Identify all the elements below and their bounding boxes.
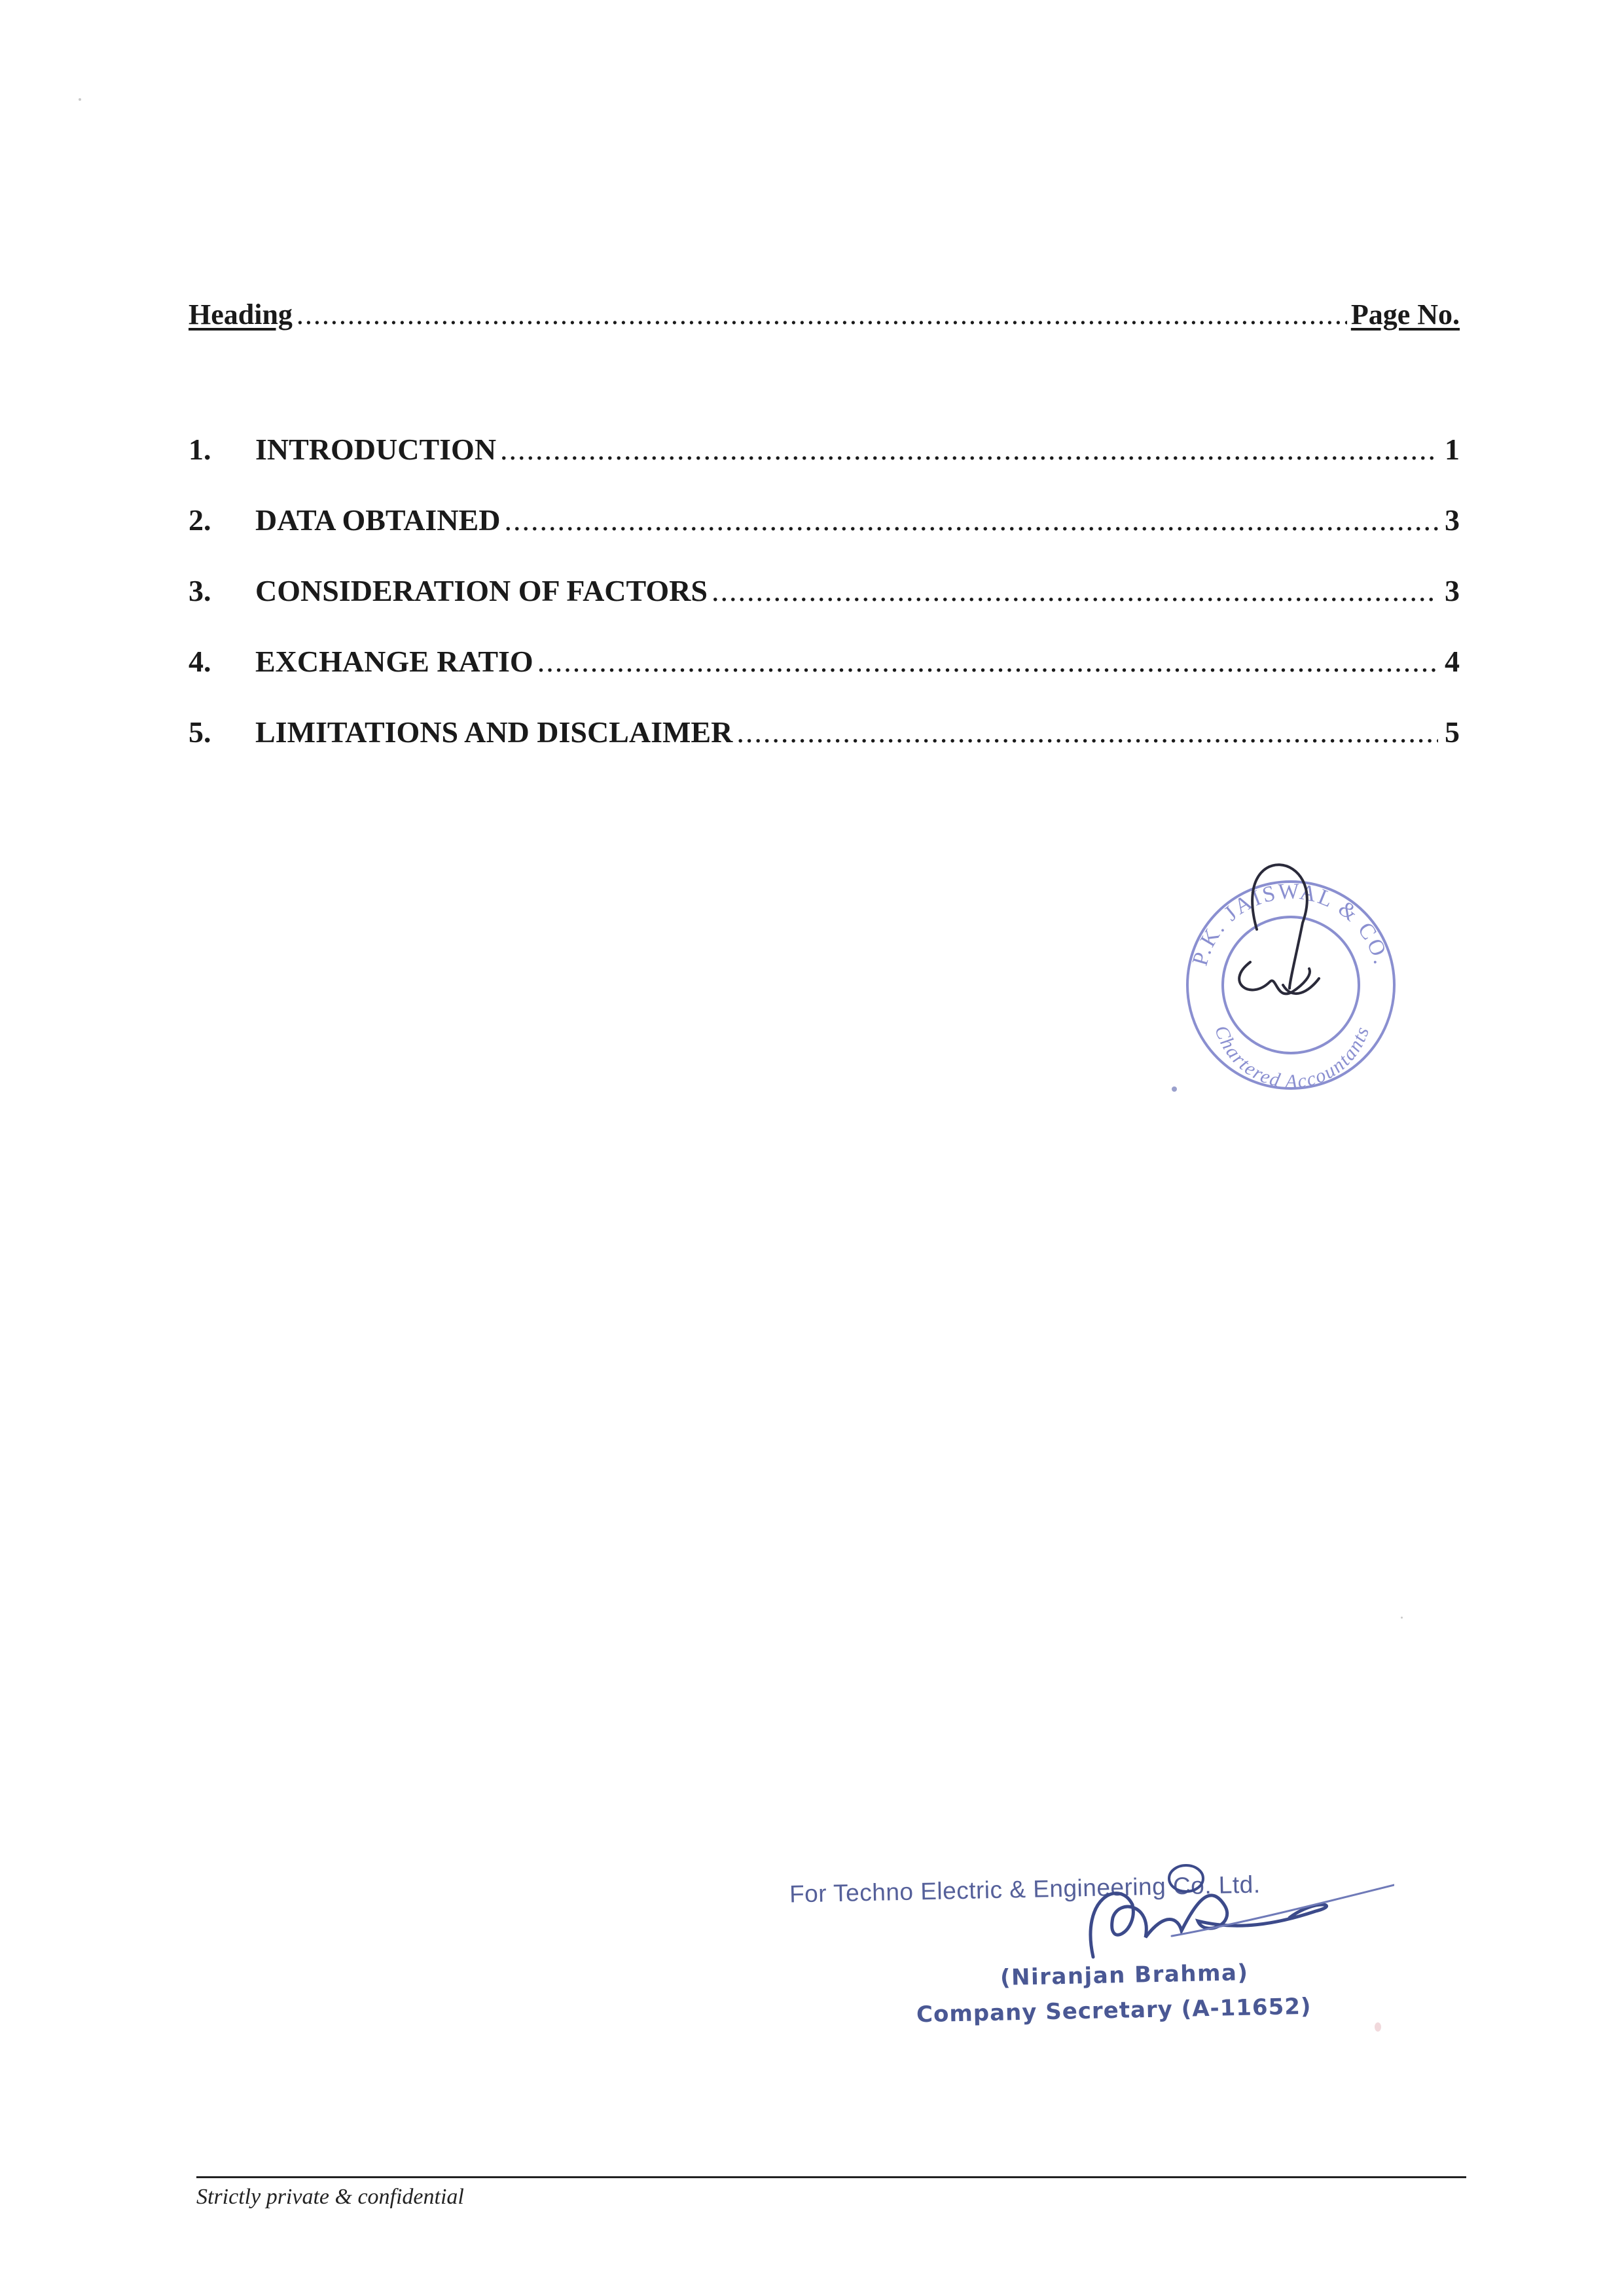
signatory-name: (Niranjan Brahma) [1000, 1960, 1249, 1991]
toc-leader-dots [504, 503, 1438, 537]
toc-list [189, 432, 1460, 785]
stamp-ring-bottom-text: Chartered Accountants [1210, 1022, 1374, 1093]
footer-confidential: Strictly private & confidential [196, 2185, 464, 2209]
svg-text:Chartered Accountants [1210, 1023, 1374, 1092]
toc-leader-dots [736, 715, 1438, 749]
toc-entry-title: INTRODUCTION [255, 433, 497, 466]
toc-entry-number: 4. [189, 645, 211, 678]
signatory-designation: Company Secretary (A-11652) [916, 1993, 1312, 2028]
scan-speck [1172, 1086, 1177, 1092]
toc-leader-dots [712, 573, 1438, 608]
auditor-stamp [1178, 851, 1401, 1100]
scan-speck [79, 98, 81, 101]
toc-entry-number: 3. [189, 574, 211, 607]
toc-entry-page: 3 [1445, 503, 1460, 537]
toc-entry-page: 3 [1445, 574, 1460, 607]
toc-entry [189, 644, 1460, 715]
toc-entry-number: 5. [189, 715, 211, 749]
toc-page-label: Page No. [1350, 298, 1460, 331]
toc-entry-page: 4 [1445, 645, 1460, 678]
toc-entry-title: EXCHANGE RATIO [255, 645, 533, 678]
signatory-block [766, 1852, 1394, 2049]
toc-leader-dots [297, 298, 1347, 331]
toc-entry [189, 503, 1460, 573]
toc-entry-page: 1 [1445, 433, 1460, 466]
toc-entry [189, 432, 1460, 503]
svg-text:P.K. JAISWAL & CO. [1188, 880, 1394, 969]
toc-entry-number: 1. [189, 433, 211, 466]
toc-entry-title: CONSIDERATION OF FACTORS [255, 574, 708, 607]
footer-rule [196, 2176, 1466, 2178]
toc-entry [189, 715, 1460, 785]
toc-entry-number: 2. [189, 503, 211, 537]
toc-entry [189, 573, 1460, 644]
scan-speck [1401, 1617, 1403, 1619]
toc-entry-title: DATA OBTAINED [255, 503, 501, 537]
toc-heading-label: Heading [189, 298, 293, 331]
stamp-ring-top-text: P.K. JAISWAL & CO. [1187, 879, 1394, 969]
toc-entry-page: 5 [1445, 715, 1460, 749]
toc-leader-dots [500, 432, 1438, 467]
handwritten-signature [1041, 1859, 1394, 1970]
scan-speck [1375, 2022, 1381, 2032]
toc-entry-title: LIMITATIONS AND DISCLAIMER [255, 715, 733, 749]
toc-header [189, 298, 1460, 331]
signatory-company: For Techno Electric & Engineering Co. Ltd. [789, 1871, 1261, 1908]
toc-leader-dots [537, 644, 1438, 679]
